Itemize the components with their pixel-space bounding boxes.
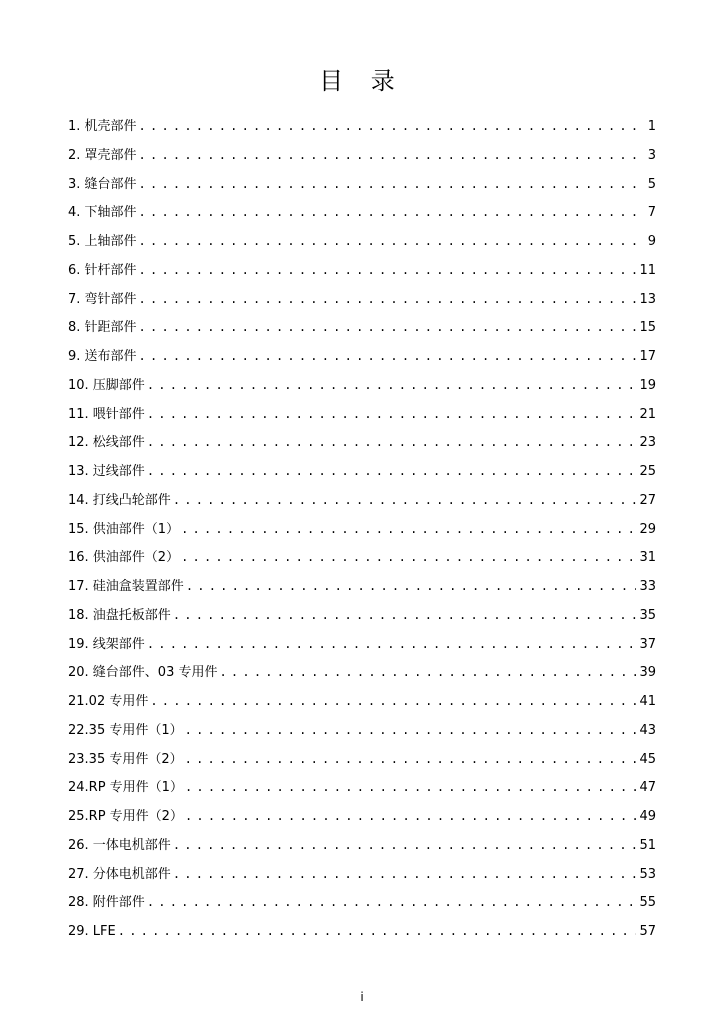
toc-dot-leader xyxy=(219,658,636,687)
toc-entry-label: 17. 硅油盒装置部件 xyxy=(68,579,184,594)
toc-dot-leader xyxy=(118,917,637,946)
toc-entry-page-number: 45 xyxy=(639,751,656,767)
toc-entry-page-number: 35 xyxy=(639,607,656,623)
toc-entry-label: 18. 油盘托板部件 xyxy=(68,607,171,623)
toc-entry-page-number: 43 xyxy=(639,722,656,738)
toc-entry-label: 20. 缝台部件、03 专用件 xyxy=(68,665,218,681)
toc-entry-label: 9. 送布部件 xyxy=(68,349,137,364)
toc-entry[interactable] xyxy=(68,515,656,544)
toc-entry-page-number: 37 xyxy=(639,636,656,652)
toc-entry-label: 23.35 专用件（2） xyxy=(68,751,183,767)
toc-entry[interactable] xyxy=(68,687,656,716)
toc-entry-page-number: 29 xyxy=(639,521,656,537)
toc-entry[interactable] xyxy=(68,285,656,314)
toc-dot-leader xyxy=(139,313,637,342)
toc-entry[interactable] xyxy=(68,313,656,342)
toc-dot-leader xyxy=(186,572,637,601)
toc-entry-label: 26. 一体电机部件 xyxy=(68,837,171,853)
toc-dot-leader xyxy=(173,486,637,515)
toc-entry-label: 14. 打线凸轮部件 xyxy=(68,492,171,508)
toc-entry[interactable] xyxy=(68,227,656,256)
toc-dot-leader xyxy=(173,831,637,860)
toc-entry[interactable] xyxy=(68,802,656,831)
toc-dot-leader xyxy=(185,716,637,745)
toc-entry-label: 25.RP 专用件（2） xyxy=(68,809,183,824)
table-of-contents xyxy=(68,112,656,946)
toc-entry-page-number: 47 xyxy=(639,780,656,796)
toc-entry-page-number: 51 xyxy=(639,837,656,853)
toc-entry-page-number: 9 xyxy=(647,234,656,249)
toc-entry-page-number: 13 xyxy=(639,291,656,307)
toc-entry[interactable] xyxy=(68,141,656,170)
toc-dot-leader xyxy=(147,371,637,400)
toc-entry-label: 6. 针杆部件 xyxy=(68,262,137,278)
toc-entry-page-number: 23 xyxy=(639,435,656,451)
footer-page-number: i xyxy=(360,990,364,1004)
toc-dot-leader xyxy=(139,285,637,314)
toc-entry[interactable] xyxy=(68,773,656,802)
toc-entry-page-number: 27 xyxy=(639,492,656,508)
toc-entry-page-number: 17 xyxy=(639,349,656,364)
toc-entry-page-number: 49 xyxy=(639,809,656,824)
toc-dot-leader xyxy=(139,170,643,199)
toc-entry-page-number: 55 xyxy=(639,895,656,911)
toc-entry[interactable] xyxy=(68,428,656,457)
toc-entry-label: 4. 下轴部件 xyxy=(68,205,137,221)
toc-dot-leader xyxy=(150,687,636,716)
toc-entry[interactable] xyxy=(68,917,656,946)
toc-entry[interactable] xyxy=(68,831,656,860)
toc-dot-leader xyxy=(185,773,637,802)
toc-dot-leader xyxy=(139,141,643,170)
toc-entry-label: 15. 供油部件（1） xyxy=(68,521,180,537)
toc-entry[interactable] xyxy=(68,716,656,745)
toc-dot-leader xyxy=(181,515,636,544)
toc-dot-leader xyxy=(147,630,637,659)
toc-entry-label: 7. 弯针部件 xyxy=(68,291,137,307)
toc-entry-label: 10. 压脚部件 xyxy=(68,377,145,393)
toc-entry-label: 16. 供油部件（2） xyxy=(68,550,180,566)
toc-entry-page-number: 41 xyxy=(639,694,656,709)
toc-dot-leader xyxy=(139,256,637,285)
toc-entry[interactable] xyxy=(68,112,656,141)
toc-entry[interactable] xyxy=(68,572,656,601)
toc-dot-leader xyxy=(147,400,637,429)
toc-entry[interactable] xyxy=(68,860,656,889)
toc-entry-page-number: 1 xyxy=(647,119,656,134)
toc-entry-label: 28. 附件部件 xyxy=(68,895,145,911)
toc-entry-label: 22.35 专用件（1） xyxy=(68,722,183,738)
toc-entry[interactable] xyxy=(68,371,656,400)
toc-entry[interactable] xyxy=(68,198,656,227)
toc-dot-leader xyxy=(147,457,637,486)
toc-entry-page-number: 33 xyxy=(639,579,656,594)
toc-entry[interactable] xyxy=(68,486,656,515)
toc-dot-leader xyxy=(185,802,637,831)
toc-entry-label: 19. 线架部件 xyxy=(68,636,145,652)
toc-dot-leader xyxy=(185,745,637,774)
toc-dot-leader xyxy=(139,112,643,141)
page-title: 目 录 xyxy=(319,67,405,95)
toc-entry-label: 3. 缝台部件 xyxy=(68,176,137,192)
toc-entry[interactable] xyxy=(68,658,656,687)
toc-entry-page-number: 53 xyxy=(639,866,656,882)
toc-entry-page-number: 57 xyxy=(639,924,656,939)
toc-dot-leader xyxy=(139,227,643,256)
toc-entry-page-number: 15 xyxy=(639,320,656,336)
toc-entry[interactable] xyxy=(68,170,656,199)
toc-dot-leader xyxy=(181,543,636,572)
toc-entry-page-number: 11 xyxy=(639,262,656,278)
toc-dot-leader xyxy=(173,601,637,630)
toc-entry[interactable] xyxy=(68,400,656,429)
toc-entry[interactable] xyxy=(68,457,656,486)
toc-entry-label: 13. 过线部件 xyxy=(68,464,145,479)
toc-entry[interactable] xyxy=(68,256,656,285)
toc-entry-label: 24.RP 专用件（1） xyxy=(68,780,183,796)
toc-dot-leader xyxy=(173,860,637,889)
toc-entry[interactable] xyxy=(68,601,656,630)
toc-entry[interactable] xyxy=(68,745,656,774)
toc-entry-page-number: 19 xyxy=(639,377,656,393)
toc-dot-leader xyxy=(147,888,637,917)
toc-entry-page-number: 3 xyxy=(647,147,656,163)
toc-entry-page-number: 39 xyxy=(639,665,656,681)
toc-entry-page-number: 21 xyxy=(639,406,656,422)
toc-entry-label: 12. 松线部件 xyxy=(68,435,145,451)
toc-entry-label: 11. 喂针部件 xyxy=(68,406,145,422)
toc-entry-page-number: 5 xyxy=(647,176,656,192)
toc-entry-label: 2. 罩壳部件 xyxy=(68,147,137,163)
toc-entry[interactable] xyxy=(68,888,656,917)
toc-dot-leader xyxy=(139,342,637,371)
toc-entry-label: 29. LFE xyxy=(68,924,116,939)
toc-entry-label: 8. 针距部件 xyxy=(68,320,137,336)
toc-entry-page-number: 25 xyxy=(639,464,656,479)
toc-entry[interactable] xyxy=(68,630,656,659)
toc-entry-label: 5. 上轴部件 xyxy=(68,234,137,249)
toc-dot-leader xyxy=(139,198,643,227)
toc-entry-page-number: 7 xyxy=(647,205,656,221)
toc-entry-page-number: 31 xyxy=(639,550,656,566)
toc-entry-label: 27. 分体电机部件 xyxy=(68,866,171,882)
toc-dot-leader xyxy=(147,428,637,457)
toc-entry[interactable] xyxy=(68,342,656,371)
toc-entry-label: 21.02 专用件 xyxy=(68,694,149,709)
toc-entry[interactable] xyxy=(68,543,656,572)
toc-entry-label: 1. 机壳部件 xyxy=(68,119,137,134)
